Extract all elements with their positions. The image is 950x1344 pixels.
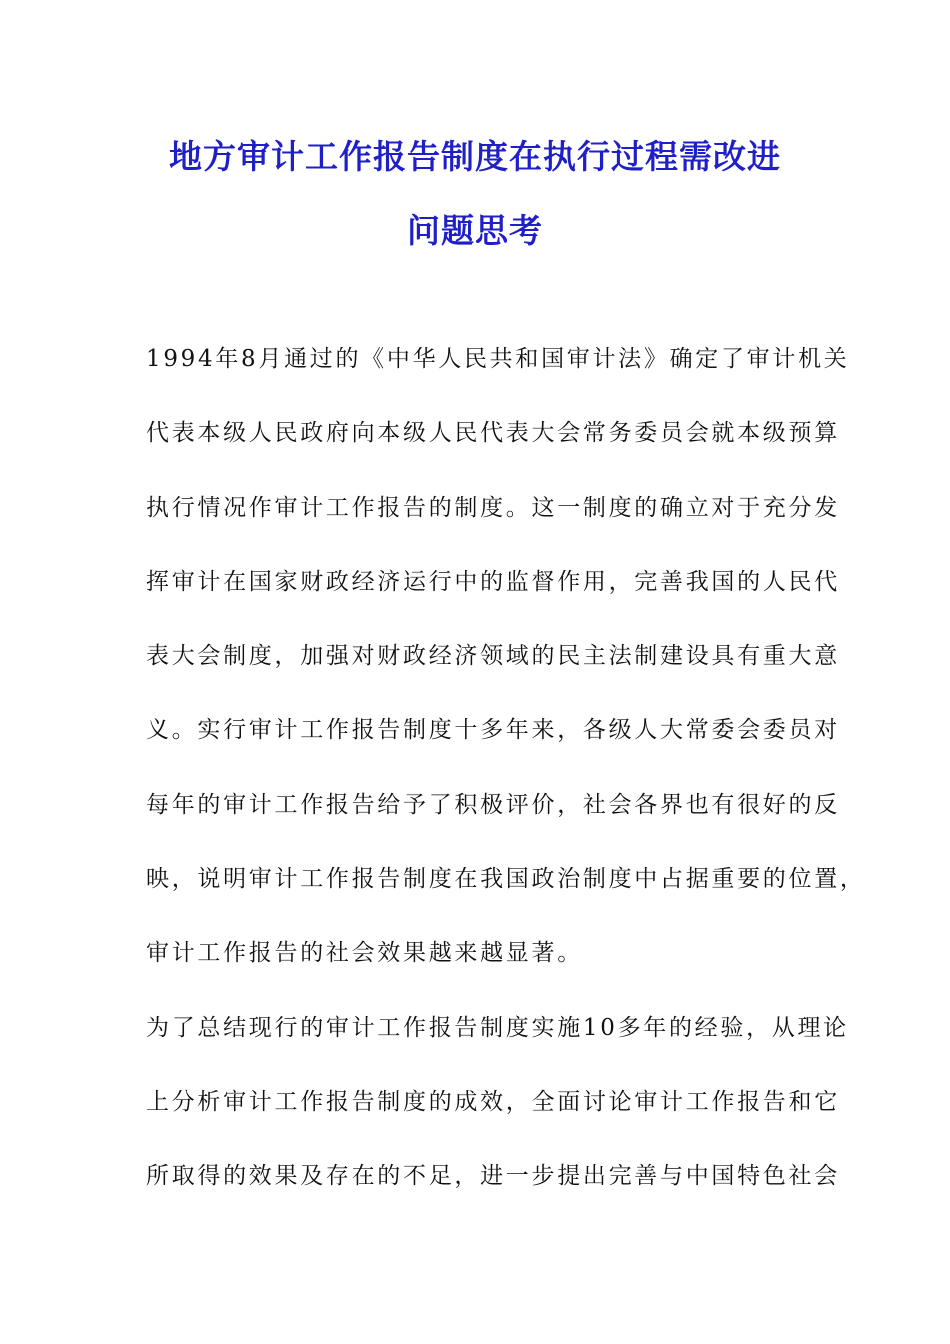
- body-line-9: 审计工作报告的社会效果越来越显著。: [146, 940, 583, 966]
- body-line-6: 义。实行审计工作报告制度十多年来，各级人大常委会委员对: [146, 717, 840, 743]
- document-title-line-1: 地方审计工作报告制度在执行过程需改进: [169, 137, 781, 176]
- body-line-12: 所取得的效果及存在的不足，进一步提出完善与中国特色社会: [146, 1163, 840, 1189]
- document-title-line-2: 问题思考: [407, 211, 543, 250]
- body-line-1: 1994年8月通过的《中华人民共和国审计法》确定了审计机关: [146, 346, 850, 372]
- body-line-8: 映，说明审计工作报告制度在我国政治制度中占据重要的位置，: [146, 866, 866, 892]
- body-line-5: 表大会制度，加强对财政经济领域的民主法制建设具有重大意: [146, 643, 840, 669]
- body-line-11: 上分析审计工作报告制度的成效，全面讨论审计工作报告和它: [146, 1089, 840, 1115]
- body-line-2: 代表本级人民政府向本级人民代表大会常务委员会就本级预算: [146, 420, 840, 446]
- body-line-10: 为了总结现行的审计工作报告制度实施10多年的经验，从理论: [146, 1015, 849, 1041]
- body-line-4: 挥审计在国家财政经济运行中的监督作用，完善我国的人民代: [146, 569, 840, 595]
- body-line-7: 每年的审计工作报告给予了积极评价，社会各界也有很好的反: [146, 792, 840, 818]
- body-line-3: 执行情况作审计工作报告的制度。这一制度的确立对于充分发: [146, 495, 840, 521]
